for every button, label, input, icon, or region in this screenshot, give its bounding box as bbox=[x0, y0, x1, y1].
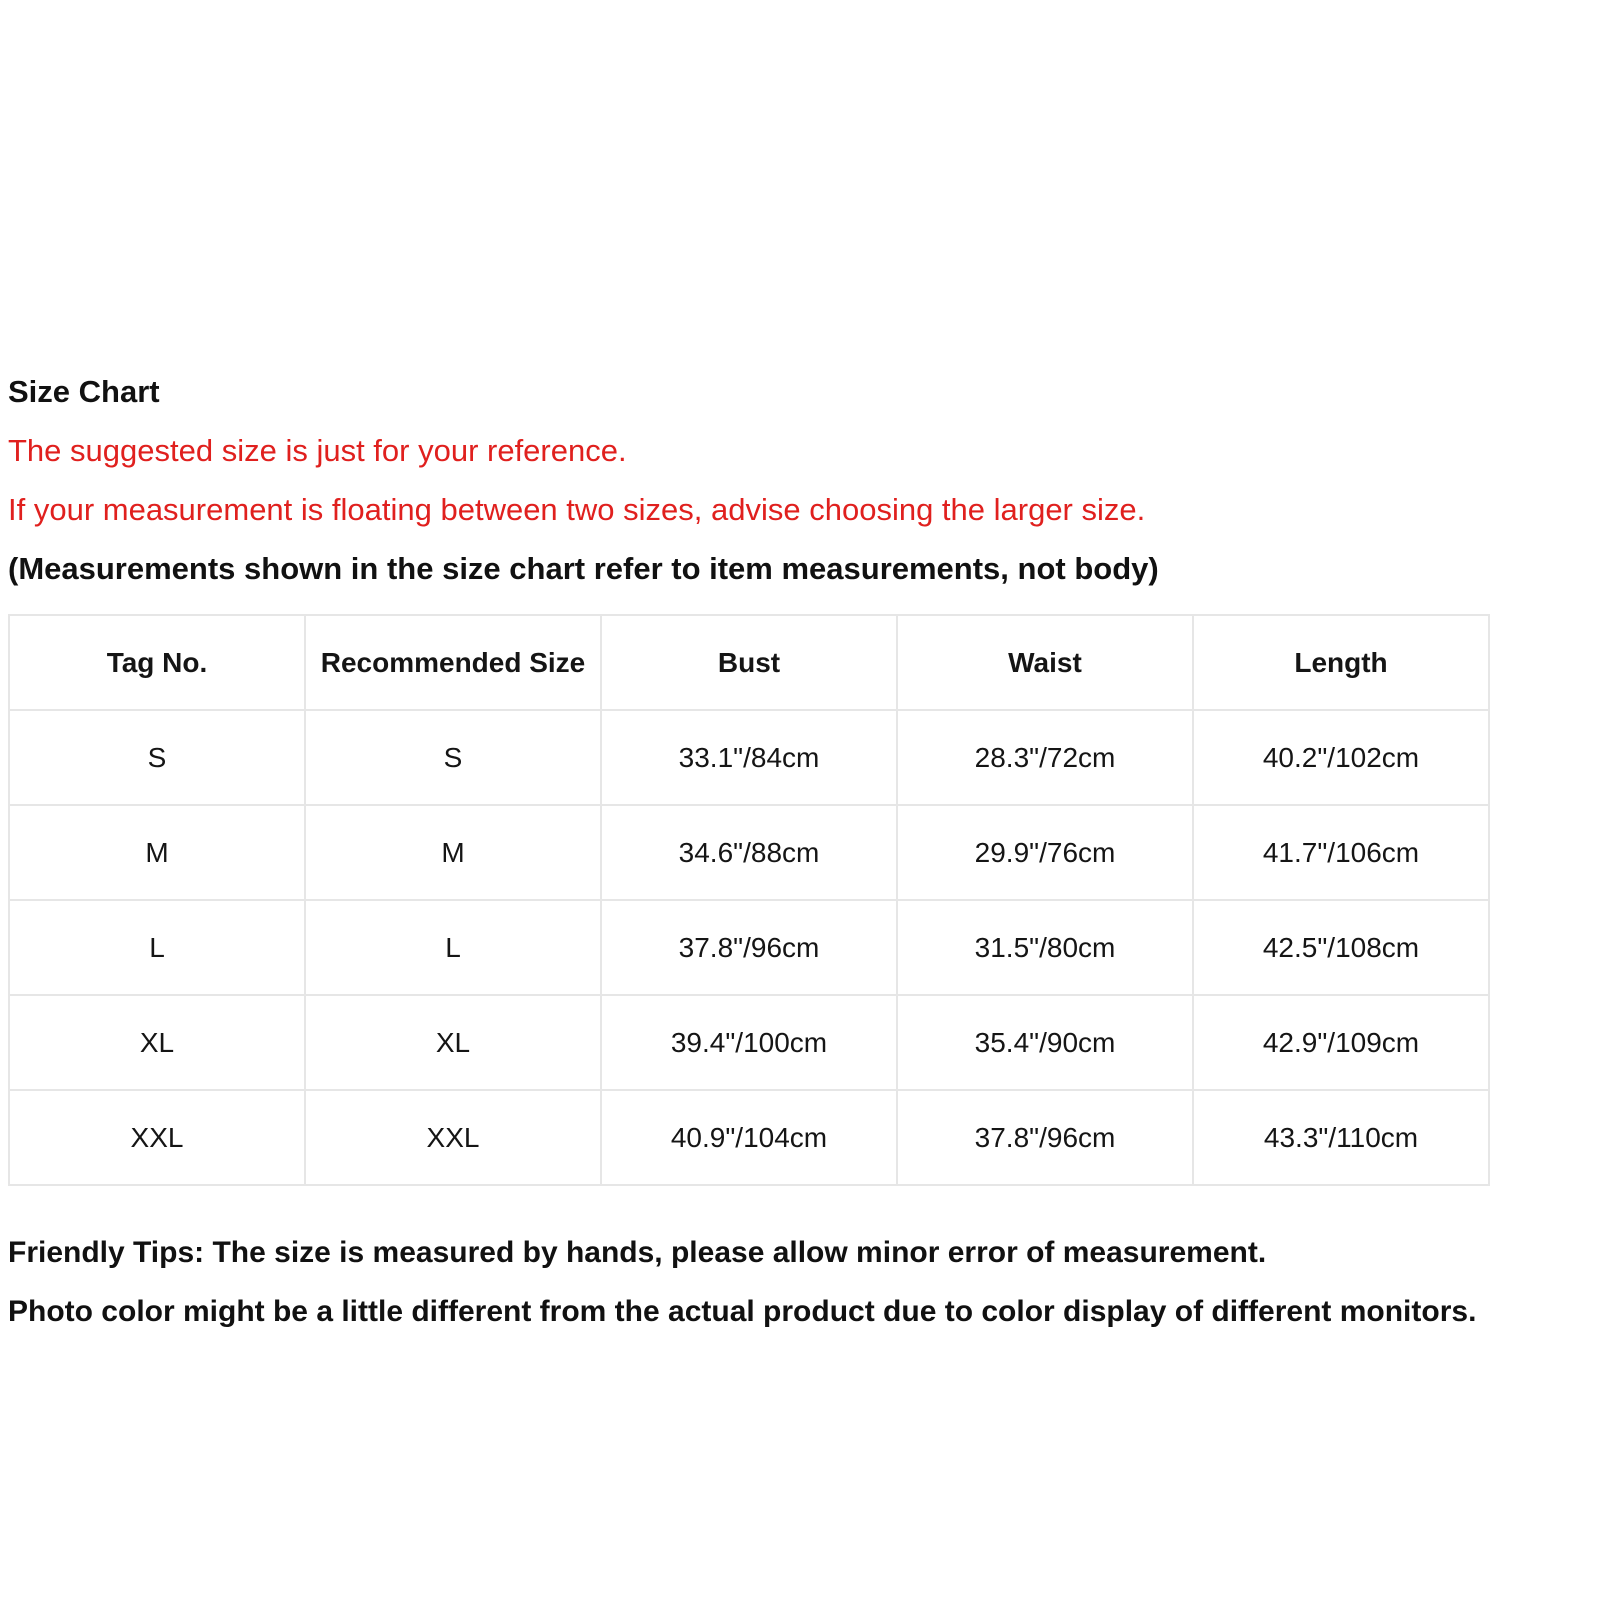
cell-bust: 33.1"/84cm bbox=[601, 710, 897, 805]
cell-length: 43.3"/110cm bbox=[1193, 1090, 1489, 1185]
cell-tag-no: S bbox=[9, 710, 305, 805]
cell-tag-no: L bbox=[9, 900, 305, 995]
cell-waist: 29.9"/76cm bbox=[897, 805, 1193, 900]
column-header-waist: Waist bbox=[897, 615, 1193, 710]
column-header-tag-no: Tag No. bbox=[9, 615, 305, 710]
friendly-tip: Friendly Tips: The size is measured by hands, please allow minor error of measurement. bbox=[8, 1236, 1267, 1269]
cell-waist: 35.4"/90cm bbox=[897, 995, 1193, 1090]
footer-block bbox=[8, 1223, 1598, 1341]
column-header-length: Length bbox=[1193, 615, 1489, 710]
table-row bbox=[9, 805, 1489, 900]
cell-waist: 37.8"/96cm bbox=[897, 1090, 1193, 1185]
page-title: Size Chart bbox=[8, 374, 160, 409]
cell-recommended-size: L bbox=[305, 900, 601, 995]
cell-length: 42.9"/109cm bbox=[1193, 995, 1489, 1090]
table-row bbox=[9, 995, 1489, 1090]
cell-length: 41.7"/106cm bbox=[1193, 805, 1489, 900]
photo-color-note: Photo color might be a little different from the actual product due to color display of different monitors. bbox=[8, 1295, 1477, 1328]
header-block bbox=[8, 362, 1588, 598]
cell-bust: 34.6"/88cm bbox=[601, 805, 897, 900]
measurement-note: (Measurements shown in the size chart refer to item measurements, not body) bbox=[8, 551, 1159, 586]
cell-bust: 39.4"/100cm bbox=[601, 995, 897, 1090]
table-row bbox=[9, 710, 1489, 805]
cell-bust: 40.9"/104cm bbox=[601, 1090, 897, 1185]
cell-tag-no: XXL bbox=[9, 1090, 305, 1185]
table-row bbox=[9, 1090, 1489, 1185]
column-header-bust: Bust bbox=[601, 615, 897, 710]
cell-recommended-size: XL bbox=[305, 995, 601, 1090]
size-table bbox=[8, 614, 1490, 1186]
reference-note: The suggested size is just for your reference. bbox=[8, 433, 627, 468]
cell-waist: 28.3"/72cm bbox=[897, 710, 1193, 805]
cell-recommended-size: M bbox=[305, 805, 601, 900]
cell-length: 42.5"/108cm bbox=[1193, 900, 1489, 995]
table-header-row bbox=[9, 615, 1489, 710]
cell-waist: 31.5"/80cm bbox=[897, 900, 1193, 995]
cell-tag-no: XL bbox=[9, 995, 305, 1090]
cell-bust: 37.8"/96cm bbox=[601, 900, 897, 995]
larger-size-advice: If your measurement is floating between two sizes, advise choosing the larger size. bbox=[8, 492, 1146, 527]
table-row bbox=[9, 900, 1489, 995]
column-header-recommended-size: Recommended Size bbox=[305, 615, 601, 710]
cell-length: 40.2"/102cm bbox=[1193, 710, 1489, 805]
cell-recommended-size: XXL bbox=[305, 1090, 601, 1185]
cell-tag-no: M bbox=[9, 805, 305, 900]
cell-recommended-size: S bbox=[305, 710, 601, 805]
